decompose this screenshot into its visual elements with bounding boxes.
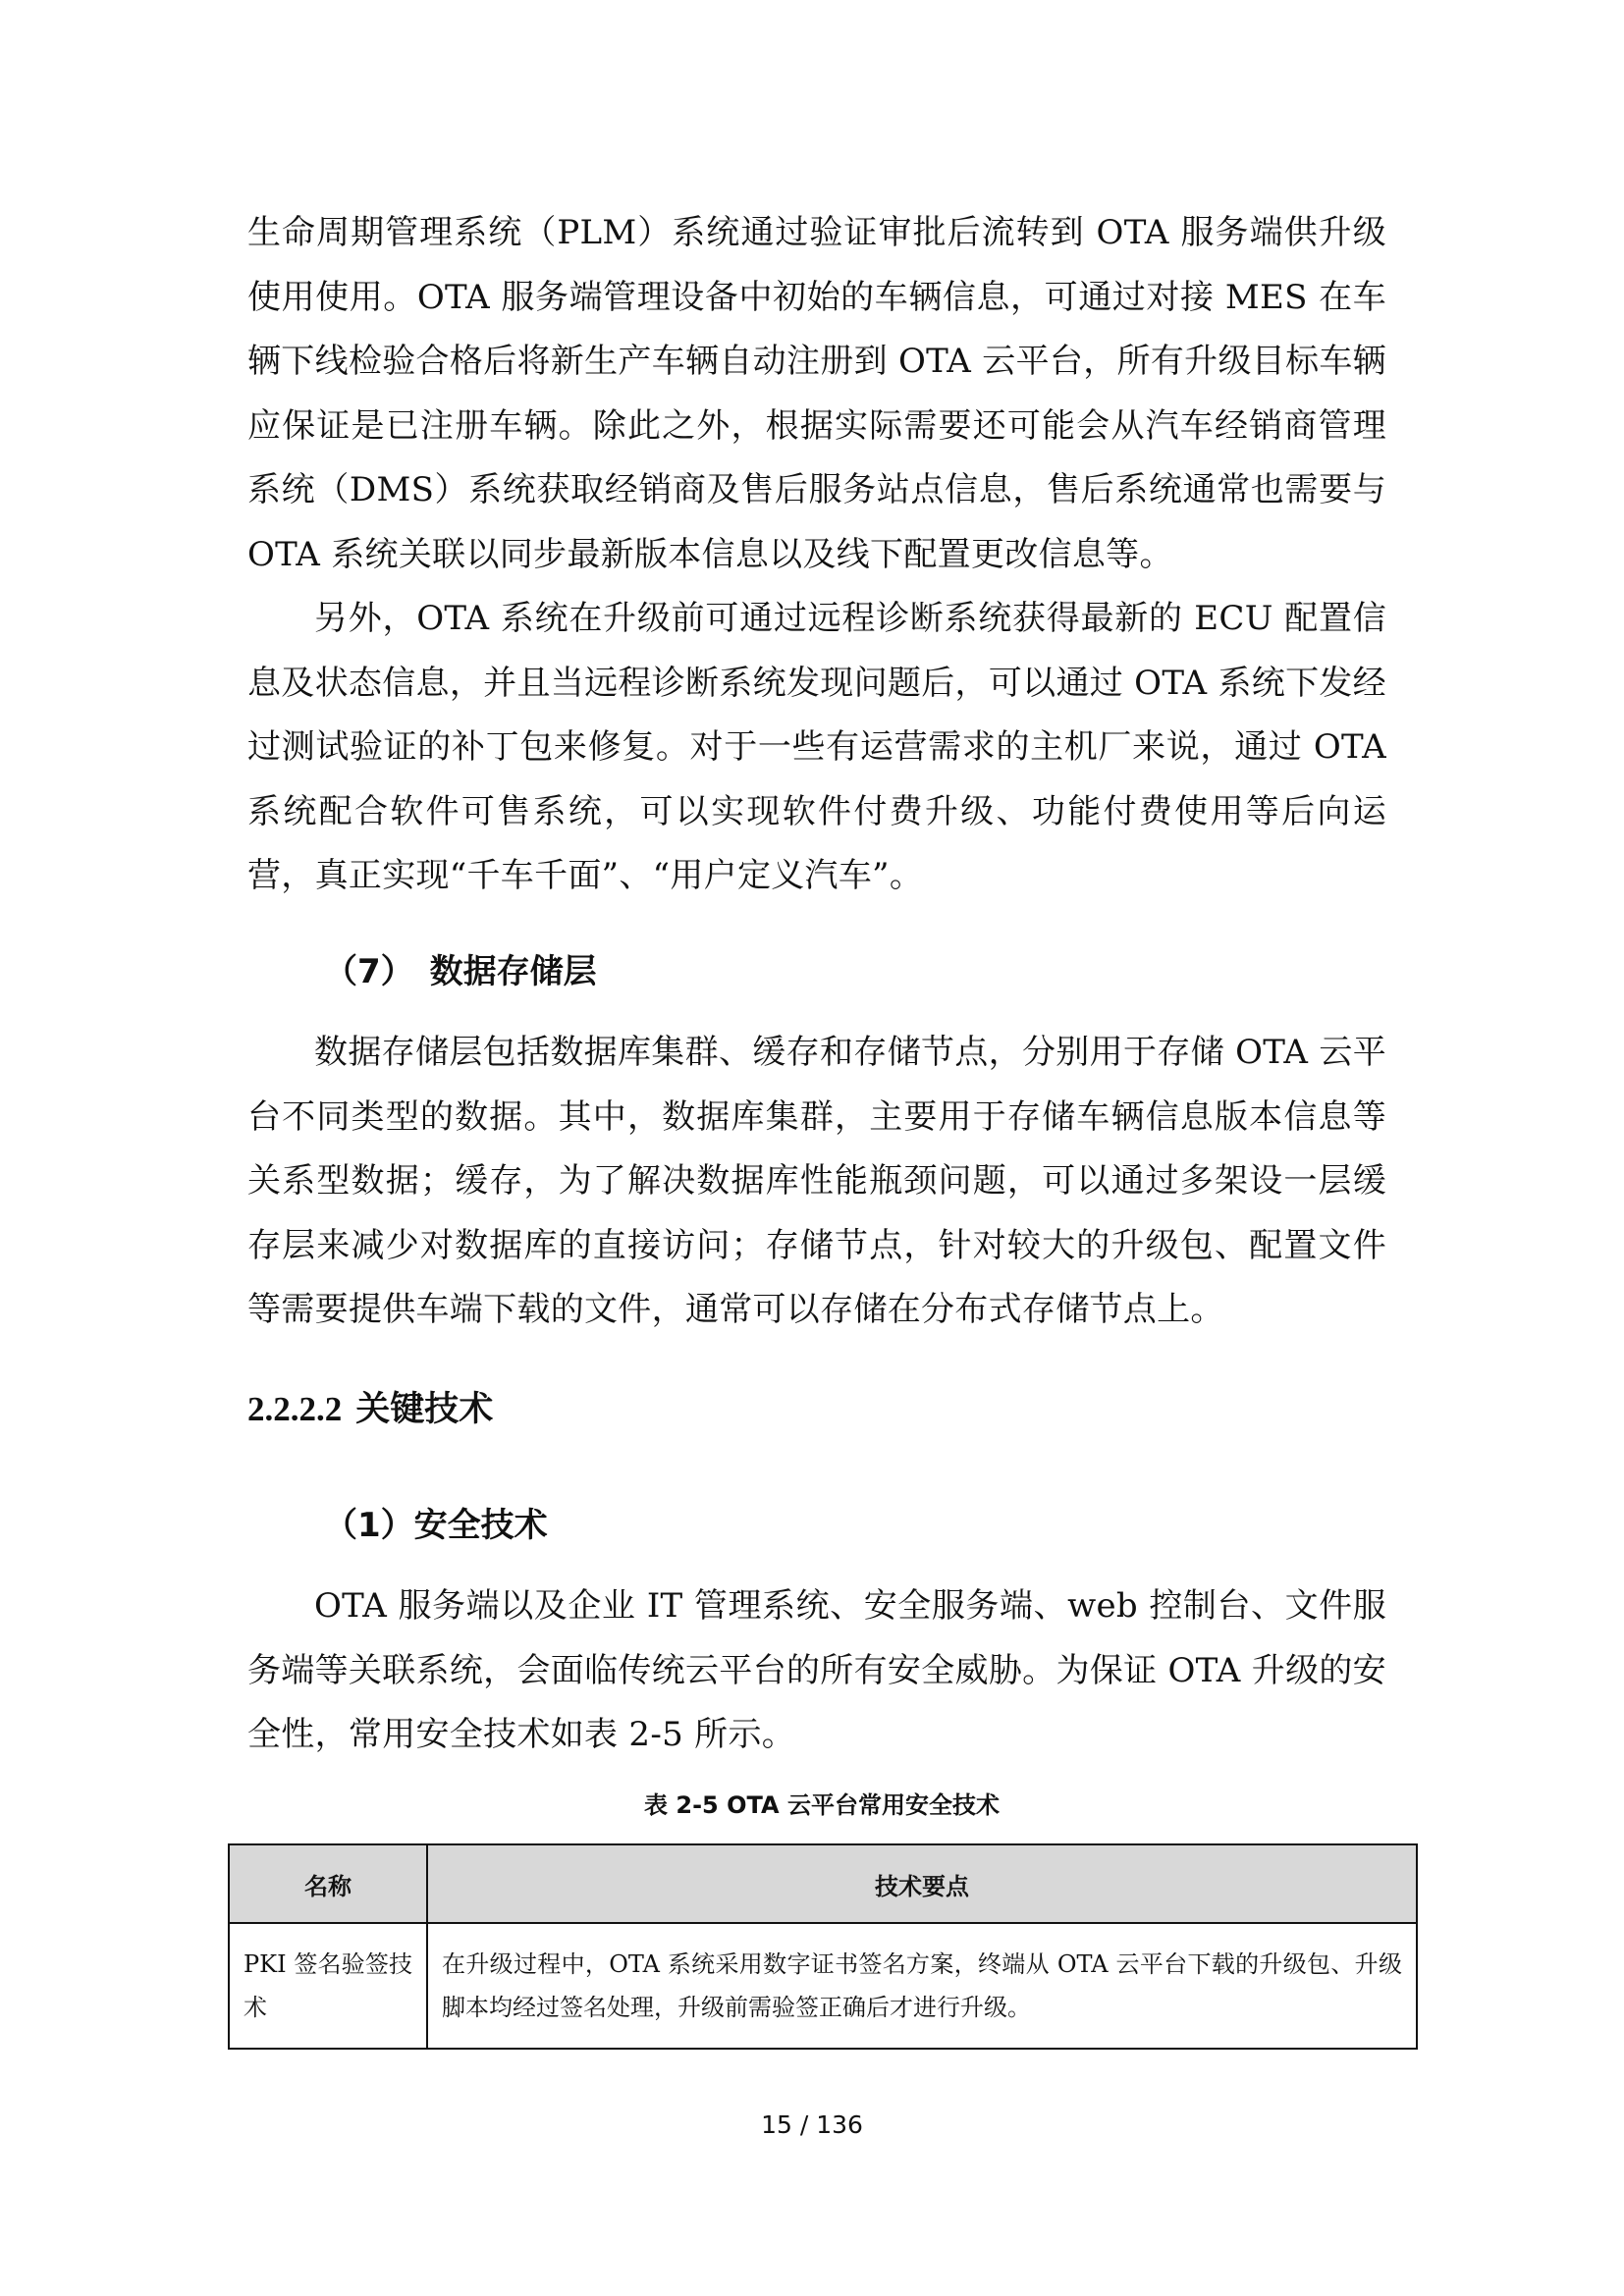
- storage-layer-heading: [324, 950, 597, 993]
- paragraph-system-integration: 生命周期管理系统（PLM）系统通过验证审批后流转到 OTA 服务端供升级使用使用。OTA 服务端管理设备中初始的车辆信息，可通过对接 MES 在车辆下线检验合格后将新生产车辆自动注册到 OTA 云平台，所有升级目标车辆应保证是已注册车辆。除此之外，根据实际需要还可能会从汽车经销商管理系统（DMS）系统获取经销商及售后服务站点信息，售后系统通常也需要与 OTA 系统关联以同步最新版本信息以及线下配置更改信息等。: [247, 213, 1386, 574]
- storage-layer-title: 数据存储层: [429, 952, 597, 991]
- storage-layer-number: （7）: [324, 952, 414, 991]
- paragraph-data-storage: 数据存储层包括数据库集群、缓存和存储节点，分别用于存储 OTA 云平台不同类型的数据。其中，数据库集群，主要用于存储车辆信息版本信息等关系型数据；缓存，为了解决数据库性能瓶颈问题，可以通过多架设一层缓存层来减少对数据库的直接访问；存储节点，针对较大的升级包、配置文件等需要提供车端下载的文件，通常可以存储在分布式存储节点上。: [247, 1033, 1386, 1329]
- table-header-row: [229, 1844, 1417, 1923]
- paragraph-security-intro: OTA 服务端以及企业 IT 管理系统、安全服务端、web 控制台、文件服务端等关联系统，会面临传统云平台的所有安全威胁。为保证 OTA 升级的安全性，常用安全技术如表 2-5 所示。: [247, 1586, 1386, 1754]
- section-heading-key-technology: [247, 1388, 493, 1431]
- section-number: 2.2.2.2: [247, 1390, 343, 1428]
- paragraph-remote-diagnosis: 另外，OTA 系统在升级前可通过远程诊断系统获得最新的 ECU 配置信息及状态信息，并且当远程诊断系统发现问题后，可以通过 OTA 系统下发经过测试验证的补丁包来修复。对于一些有运营需求的主机厂来说，通过 OTA 系统配合软件可售系统，可以实现软件付费升级、功能付费使用等后向运营，真正实现“千车千面”、“用户定义汽车”。: [247, 599, 1386, 895]
- security-technology-table: [228, 1843, 1418, 2050]
- table-row: [229, 1923, 1417, 2049]
- header-key-points: 技术要点: [427, 1844, 1417, 1923]
- header-name: 名称: [229, 1844, 427, 1923]
- cell-technology-detail: 在升级过程中，OTA 系统采用数字证书签名方案，终端从 OTA 云平台下载的升级包、升级脚本均经过签名处理，升级前需验签正确后才进行升级。: [427, 1923, 1417, 2049]
- page-number: 15 / 136: [761, 2110, 863, 2139]
- security-technology-heading: （1）安全技术: [324, 1506, 548, 1545]
- cell-technology-name: PKI 签名验签技术: [229, 1923, 427, 2049]
- table-caption: 表 2-5 OTA 云平台常用安全技术: [644, 1791, 1000, 1819]
- section-title: 关键技术: [355, 1390, 494, 1429]
